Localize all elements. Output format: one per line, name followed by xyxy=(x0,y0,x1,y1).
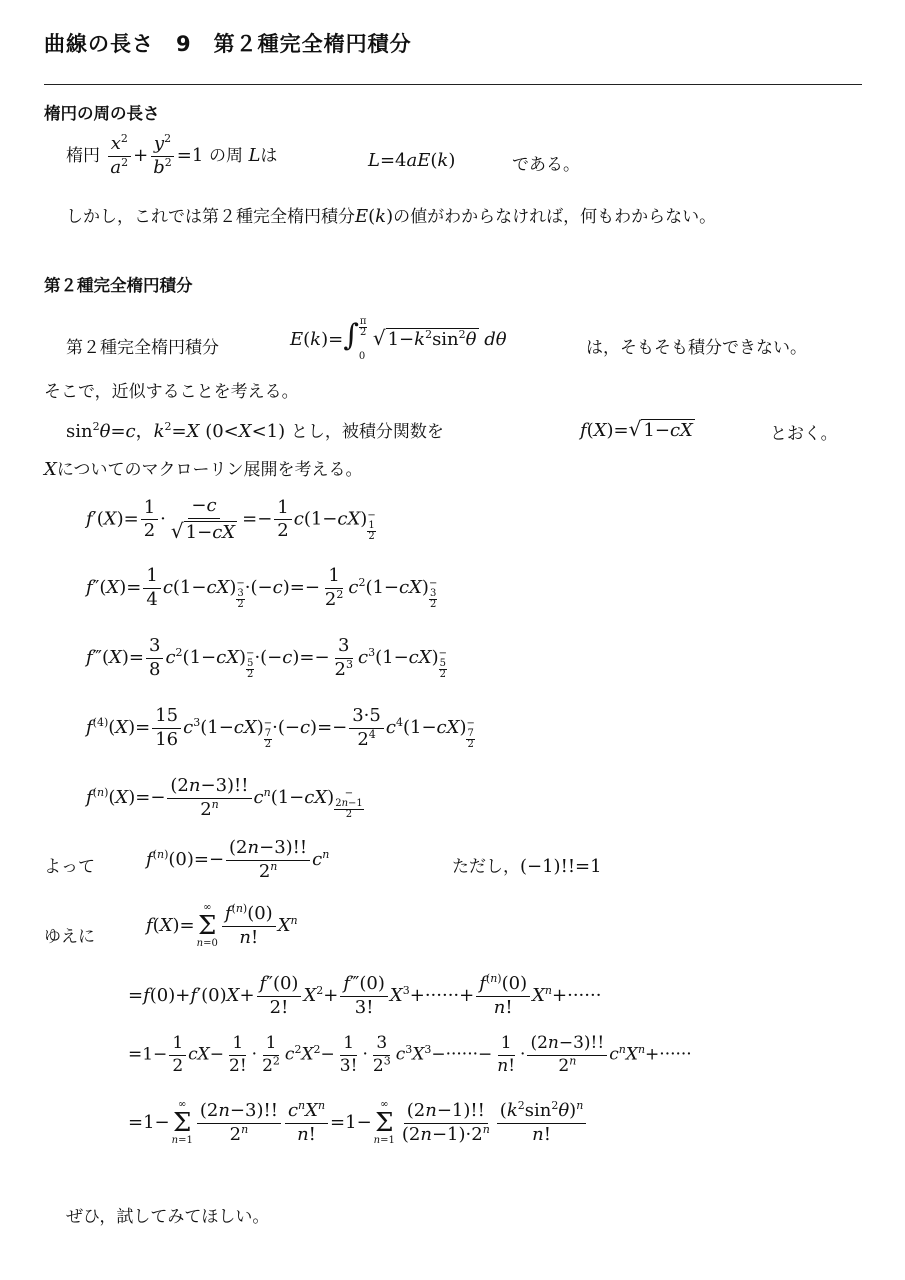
series-final: =1− ∞ Σ n=1 $\frac{(2n-3)!!}{2^n}$ $\frac{c^nX^n}{n!}$ =1− ∞ Σ n=1 $\frac{(2n-1)!!}{(2n-1)\cdot 2^n}$ $\frac{(k^2\sin^2\theta)^n}{n!}$ xyxy=(128,1100,588,1146)
however-line: しかし，これでは第２種完全楕円積分E(k)の値がわからなければ，何もわからない。 xyxy=(66,206,717,227)
perimeter-formula: L=4aE(k) xyxy=(368,150,456,171)
ellipse-definition-line: 楕円 $\frac{x^2}{a^2}$ + $\frac{y^2}{b^2}$ =1 の周 Lは xyxy=(66,132,278,178)
fourth-derivative: $f^{(4)}(X)=$ $\frac{15}{16}$ $c^3(1-cX)-$ 7 2 ·(−c)=− $\frac{3\cdot 5}{2^4}$ $c^4(1-cX)-$ 7 2 xyxy=(86,705,475,751)
nth-derivative: $f^{(n)}(X)=-$ $\frac{(2n-3)!!}{2^n}$ $c^n(1-cX)$ − 2n−1 2 xyxy=(86,775,363,821)
yueni-text: ゆえに xyxy=(44,927,95,947)
series-expansion-2: =1− $\frac{1}{2}$ cX− $\frac{1}{2!}$ · $\frac{1}{2^2}$ $c^2X^2-$ $\frac{1}{3!}$ · $\frac{3}{2^3}$ $c^3X^3-\cdot\cdot\cdot\cdot\cdot\cdot-$ $\frac{1}{n!}$ · $\frac{(2n-3)!!}{2^n}$ $c^nX^n+\cdot\cdot\cdot\cdot\cdot\cdot$ xyxy=(128,1033,692,1076)
maclaurin-series: f(X)= ∞ Σ n=0 $\frac{f^{(n)}(0)}{n!}$ $X^n$ xyxy=(146,901,298,949)
ellipse-label: 楕円 xyxy=(66,146,100,167)
derivative-at-zero: $f^{(n)}(0)=-$ $\frac{(2n-3)!!}{2^n}$ $c^n$ xyxy=(146,837,330,882)
third-derivative: f‴(X)= $\frac{3}{8}$ $c^2(1-cX)-$ 5 2 ·(−c)=− $\frac{3}{2^3}$ $c^3(1-cX)-$ 5 2 xyxy=(86,635,447,681)
elliptic-integral-formula: E(k)=∫ $\frac{\pi}{2}$ 0 √ $1-k^2\sin^2\theta$ dθ xyxy=(290,316,507,362)
maclaurin-line: Xについてのマクローリン展開を考える。 xyxy=(44,459,363,480)
section-heading-complete-elliptic-integral: 第２種完全楕円積分 xyxy=(44,276,193,295)
integral-lead: 第２種完全楕円積分 xyxy=(66,338,219,358)
series-expansion-1: =f(0)+f′(0)X+ $\frac{f''(0)}{2!}$ $X^2+$ $\frac{f‴(0)}{3!}$ $X^3+\cdot\cdot\cdot\cdot\cdot\cdot+$ $\frac{f^{(n)}(0)}{n!}$ $X^n+\cdot\cdot\cdot\cdot\cdot\cdot$ xyxy=(128,972,602,1018)
closing-text: ぜひ，試してみてほしい。 xyxy=(66,1207,270,1227)
section-heading-ellipse-perimeter: 楕円の周の長さ xyxy=(44,104,160,123)
cannot-integrate-text: は，そもそも積分できない。 xyxy=(586,338,807,358)
approximate-text: そこで，近似することを考える。 xyxy=(44,382,299,402)
substitution-line: $\sin^2\theta=c$，$k^2=X$ (0<X<1) とし，被積分関数を xyxy=(66,420,444,442)
perimeter-label: の周 xyxy=(209,146,244,167)
integrand-definition: f(X)=√ 1−cX xyxy=(580,417,693,441)
oku-text: とおく。 xyxy=(770,424,838,444)
ellipse-equation: $\frac{x^2}{a^2}$ + $\frac{y^2}{b^2}$ =1 xyxy=(105,145,209,166)
desu-text: である。 xyxy=(512,155,580,175)
yotte-text: よって xyxy=(44,857,95,877)
title-rule xyxy=(44,84,862,85)
second-derivative: f″(X)= $\frac{1}{4}$ c(1−cX)− 3 2 ·(−c)=− $\frac{1}{2^2}$ $c^2(1-cX)-$ 3 2 xyxy=(86,565,438,611)
proviso-line: ただし，(−1)!!=1 xyxy=(452,856,602,877)
first-derivative: f′(X)= $\frac{1}{2}$ · $\frac{-c}{√ 1-cX}$ =− $\frac{1}{2}$ c(1−cX)− 1 2 xyxy=(86,495,376,543)
page-title: 曲線の長さ 9 第２種完全楕円積分 xyxy=(44,32,412,56)
